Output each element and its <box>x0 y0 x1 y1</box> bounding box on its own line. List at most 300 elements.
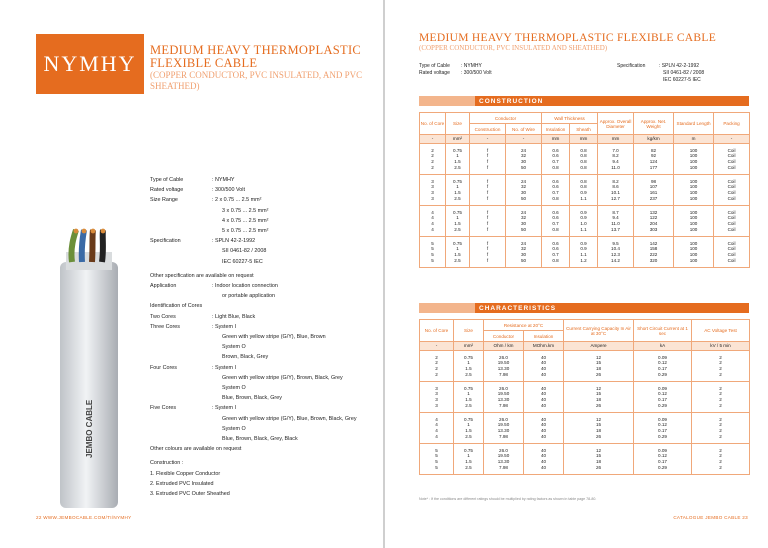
cell-line: 100 <box>689 252 698 257</box>
cell-line: 100 <box>689 240 698 246</box>
spec-value: 3 x 0.75 ... 2.5 mm² <box>222 207 269 214</box>
cell-line: 12.7 <box>611 195 620 201</box>
spec-value: SII 0461-82 / 2008 <box>222 248 267 255</box>
table-cell <box>634 382 692 413</box>
spec-value: : Indoor location connection <box>212 283 278 290</box>
spec-value: Blue, Brown, Black, Grey <box>222 395 282 402</box>
table-cell <box>454 382 484 413</box>
cell-line: 32 <box>520 184 527 190</box>
spec-value: System O <box>222 344 246 351</box>
cell-line: 1.5 <box>465 428 472 433</box>
cell-line: f <box>486 159 489 164</box>
cell-line: 0.12 <box>658 453 667 459</box>
cell-line: 30 <box>520 252 527 257</box>
cell-line: 177 <box>649 164 658 170</box>
table-cell <box>524 413 564 444</box>
table-cell <box>484 413 524 444</box>
table-cell <box>470 175 506 206</box>
construction-body <box>420 135 750 268</box>
construction-heading: Construction : <box>150 460 184 467</box>
unit-cell: kV / 5 min <box>692 342 750 351</box>
col-header: Size <box>446 113 470 135</box>
table-cell <box>692 351 750 382</box>
cell-line: 4 <box>431 209 434 215</box>
cell-line: 24 <box>520 178 527 184</box>
cell-line: 0.9 <box>580 215 587 221</box>
cell-line: 3 <box>435 397 438 402</box>
cell-line: 0.8 <box>552 164 559 170</box>
cell-line: 26 <box>595 402 602 408</box>
cell-line: Coil <box>727 252 736 257</box>
cell-line: 0.75 <box>453 178 462 184</box>
cell-line: 3 <box>431 190 434 195</box>
table-cell <box>674 237 714 268</box>
cell-line: 18 <box>595 428 602 433</box>
cell-line: 2 <box>431 159 434 164</box>
table-cell <box>634 351 692 382</box>
cell-line: 2 <box>719 447 722 453</box>
cell-line: 26.0 <box>499 416 508 422</box>
table-cell <box>692 444 750 475</box>
col-header: Conductor <box>470 113 542 124</box>
table-cell <box>446 237 470 268</box>
cell-line: f <box>486 153 489 159</box>
cell-line: 0.9 <box>580 209 587 215</box>
cell-line: 0.6 <box>552 153 559 159</box>
cell-line: 2.5 <box>465 371 472 377</box>
spec-label: Five Cores <box>150 405 177 412</box>
cell-line: 2 <box>719 354 722 360</box>
cell-line: 32 <box>520 215 527 221</box>
unit-cell: - <box>506 135 542 144</box>
cell-line: 161 <box>649 190 658 195</box>
construction-bar <box>419 96 749 106</box>
table-cell <box>570 237 598 268</box>
table-cell <box>570 206 598 237</box>
cell-line: 100 <box>689 215 698 221</box>
cell-line: Coil <box>727 257 736 263</box>
col-header: Standard Length <box>674 113 714 135</box>
cell-line: 5 <box>431 240 434 246</box>
cell-line: 4 <box>435 433 438 439</box>
cell-line: 30 <box>520 159 527 164</box>
cell-line: 0.6 <box>552 246 559 252</box>
cell-line: 3 <box>435 385 438 391</box>
cell-line: 7.98 <box>499 433 508 439</box>
cell-line: 5 <box>435 464 438 470</box>
cell-line: 15 <box>595 360 602 366</box>
table-row-group <box>420 175 750 206</box>
table-cell <box>420 382 454 413</box>
cell-line: 0.09 <box>658 416 667 422</box>
cell-line: 1.5 <box>465 366 472 371</box>
cell-line: 100 <box>689 257 698 263</box>
spec-value: IEC 60227-5 IEC <box>222 258 263 265</box>
spec-label: Size Range <box>150 197 178 204</box>
cell-line: 7.0 <box>612 147 619 153</box>
col-header: Approx. Net. Weight <box>634 113 674 135</box>
unit-cell: m <box>674 135 714 144</box>
cell-line: 50 <box>520 164 527 170</box>
table-cell <box>542 237 570 268</box>
cell-line: 30 <box>520 190 527 195</box>
cell-line: 237 <box>649 195 658 201</box>
cell-line: 2 <box>719 433 722 439</box>
cell-line: 100 <box>689 164 698 170</box>
spec-value: : SPLN 42-2-1992 <box>212 238 256 245</box>
cell-line: 2 <box>719 391 722 397</box>
meta-left <box>419 63 492 77</box>
cell-line: 2 <box>719 459 722 464</box>
cell-line: 8.2 <box>612 153 619 159</box>
cell-line: 158 <box>649 246 658 252</box>
spec-value: System O <box>222 425 246 432</box>
cell-line: 1.5 <box>465 397 472 402</box>
cell-line: 9.4 <box>612 215 619 221</box>
cell-line: 3 <box>435 402 438 408</box>
spec-value: : System I <box>212 405 236 412</box>
cell-line: 2 <box>719 422 722 428</box>
cell-line: 12 <box>595 447 602 453</box>
cell-line: 0.7 <box>552 190 559 195</box>
unit-cell: mm <box>570 135 598 144</box>
cell-line: 0.17 <box>658 366 667 371</box>
cell-line: 40 <box>540 402 547 408</box>
cell-line: 40 <box>540 453 547 459</box>
table-cell <box>454 413 484 444</box>
col-header: No. of Core <box>420 320 454 342</box>
cell-line: 5 <box>431 246 434 252</box>
cell-line: 0.75 <box>464 354 473 360</box>
unit-cell: - <box>420 135 446 144</box>
unit-cell: kA <box>634 342 692 351</box>
cell-line: Coil <box>727 221 736 226</box>
cell-line: 19.50 <box>497 422 510 428</box>
cell-line: 0.8 <box>552 257 559 263</box>
left-page-title: MEDIUM HEAVY THERMOPLASTIC FLEXIBLE CABLE <box>150 43 362 70</box>
cell-line: Coil <box>727 190 736 195</box>
cell-line: 0.8 <box>580 153 587 159</box>
cell-line: 1 <box>467 360 470 366</box>
spec-value: : 300/500 Volt <box>212 187 245 194</box>
cell-line: f <box>486 221 489 226</box>
spec-value: Blue, Brown, Black, Grey, Black <box>222 436 298 443</box>
cell-line: 142 <box>649 240 658 246</box>
col-header: No. of Wire <box>506 124 542 135</box>
cell-line: 2 <box>719 428 722 433</box>
cell-line: 8.2 <box>612 178 619 184</box>
col-header: Wall Thickness <box>542 113 598 124</box>
cell-line: 100 <box>689 178 698 184</box>
unit-cell: - <box>714 135 750 144</box>
meta-label: Rated voltage <box>419 70 450 76</box>
construction-table <box>419 112 750 268</box>
cell-line: 100 <box>689 153 698 159</box>
col-header: Size <box>454 320 484 342</box>
cell-line: 0.8 <box>580 159 587 164</box>
cell-line: 0.8 <box>580 184 587 190</box>
cell-line: 2 <box>719 371 722 377</box>
cell-line: 100 <box>689 159 698 164</box>
cell-line: 2 <box>435 366 438 371</box>
cell-line: 2.5 <box>465 402 472 408</box>
col-header: Packing <box>714 113 750 135</box>
cell-line: 18 <box>595 459 602 464</box>
construction-heading: CONSTRUCTION <box>479 97 544 105</box>
unit-cell: Ohm / km <box>484 342 524 351</box>
cell-line: 1 <box>467 391 470 397</box>
cell-line: 40 <box>540 459 547 464</box>
col-header: Current Carrying Capacity In Air at 30°C <box>564 320 634 342</box>
unit-cell: - <box>470 135 506 144</box>
table-cell <box>484 351 524 382</box>
table-cell <box>634 144 674 175</box>
cell-line: 2.5 <box>454 195 461 201</box>
cell-line: 13.30 <box>497 459 510 464</box>
cell-line: 4 <box>435 416 438 422</box>
cell-line: Coil <box>727 195 736 201</box>
cell-line: 0.75 <box>453 240 462 246</box>
cell-line: 18 <box>595 397 602 402</box>
unit-cell: kg/km <box>634 135 674 144</box>
table-cell <box>454 351 484 382</box>
table-row-group <box>420 382 750 413</box>
table-cell <box>634 237 674 268</box>
table-cell <box>506 144 542 175</box>
cell-line: 100 <box>689 184 698 190</box>
cell-line: 8.6 <box>612 184 619 190</box>
cell-line: 13.7 <box>611 226 620 232</box>
cell-line: 0.29 <box>658 464 667 470</box>
spec-label: Four Cores <box>150 364 177 371</box>
table-cell <box>714 237 750 268</box>
cell-line: 15 <box>595 391 602 397</box>
cell-line: 2 <box>719 464 722 470</box>
table-cell <box>634 413 692 444</box>
col-header: Short Circuit Current at 1 sec <box>634 320 692 342</box>
table-cell <box>674 175 714 206</box>
cell-line: 0.09 <box>658 385 667 391</box>
cell-line: 0.6 <box>552 178 559 184</box>
cell-line: 50 <box>520 226 527 232</box>
right-page <box>385 0 768 548</box>
spec-value: 4 x 0.75 ... 2.5 mm² <box>222 217 269 224</box>
cell-line: Coil <box>727 153 736 159</box>
cell-line: 2 <box>435 371 438 377</box>
meta-value: : NYMHY <box>461 63 482 69</box>
cell-line: 2.5 <box>454 226 461 232</box>
cell-line: 12.3 <box>611 252 620 257</box>
cell-line: f <box>486 195 489 201</box>
table-cell <box>564 382 634 413</box>
unit-cell: mm² <box>454 342 484 351</box>
table-cell <box>484 382 524 413</box>
cell-line: 2 <box>719 366 722 371</box>
cell-line: 19.50 <box>497 453 510 459</box>
cell-line: f <box>486 147 489 153</box>
cell-line: f <box>486 164 489 170</box>
cell-line: 0.6 <box>552 184 559 190</box>
table-cell <box>564 351 634 382</box>
unit-cell: MOhm.km <box>524 342 564 351</box>
cell-line: 100 <box>689 221 698 226</box>
cell-line: 222 <box>649 252 658 257</box>
col-header: Insulation <box>524 331 564 342</box>
meta-value: : SPLN 42-2-1992 <box>659 63 700 69</box>
cell-line: 0.12 <box>658 360 667 366</box>
spec-label: Two Cores <box>150 313 176 320</box>
characteristics-bar <box>419 303 749 313</box>
table-cell <box>598 237 634 268</box>
cell-line: 107 <box>649 184 658 190</box>
table-row-group <box>420 206 750 237</box>
cell-line: 1 <box>456 184 459 190</box>
col-header: AC Voltage Test <box>692 320 750 342</box>
cell-line: 0.12 <box>658 391 667 397</box>
cell-line: 10.4 <box>611 246 620 252</box>
right-footer: CATALOGUE JEMBO CABLE 23 <box>673 515 748 520</box>
cell-line: 0.7 <box>552 252 559 257</box>
cell-line: 1.5 <box>454 159 461 164</box>
cell-line: 24 <box>520 209 527 215</box>
cell-line: 40 <box>540 360 547 366</box>
brand-box: NYMHY <box>36 34 144 94</box>
cell-line: 2 <box>435 354 438 360</box>
cell-line: 100 <box>689 246 698 252</box>
cell-line: 0.09 <box>658 447 667 453</box>
table-cell <box>420 413 454 444</box>
cell-line: 2.5 <box>465 464 472 470</box>
units-row <box>420 135 750 144</box>
cell-line: 4 <box>431 226 434 232</box>
table-cell <box>598 144 634 175</box>
cell-line: 0.75 <box>453 147 462 153</box>
meta-label: Type of Cable <box>419 63 450 69</box>
cell-line: 24 <box>520 240 527 246</box>
spec-label: Three Cores <box>150 323 180 330</box>
table-cell <box>446 144 470 175</box>
other-colours-note: Other colours are available on request <box>150 446 242 453</box>
cell-line: 8.7 <box>612 209 619 215</box>
cell-line: 0.29 <box>658 433 667 439</box>
cell-line: 0.8 <box>552 195 559 201</box>
table-cell <box>542 144 570 175</box>
table-cell <box>524 382 564 413</box>
cell-line: 0.6 <box>552 240 559 246</box>
cell-line: Coil <box>727 240 736 246</box>
cell-line: 0.29 <box>658 402 667 408</box>
cable-print: JEMBO CABLE <box>85 399 94 458</box>
cell-line: 7.98 <box>499 464 508 470</box>
unit-cell: mm <box>542 135 570 144</box>
cell-line: 11.0 <box>611 164 620 170</box>
spec-value: Brown, Black, Grey <box>222 354 269 361</box>
cell-line: 2 <box>719 397 722 402</box>
cell-line: 26 <box>595 371 602 377</box>
table-cell <box>446 206 470 237</box>
characteristics-heading: CHARACTERISTICS <box>479 304 557 312</box>
cell-line: 7.98 <box>499 371 508 377</box>
table-cell <box>484 444 524 475</box>
identification-heading: Identification of Cores <box>150 303 203 310</box>
cell-line: 0.9 <box>580 190 587 195</box>
cell-line: 40 <box>540 447 547 453</box>
unit-cell: mm <box>598 135 634 144</box>
cell-line: 50 <box>520 195 527 201</box>
table-row-group <box>420 237 750 268</box>
cell-line: 32 <box>520 153 527 159</box>
cell-line: 40 <box>540 366 547 371</box>
cell-line: 40 <box>540 464 547 470</box>
table-cell <box>570 144 598 175</box>
cell-line: 303 <box>649 226 658 232</box>
cell-line: Coil <box>727 226 736 232</box>
cell-line: 7.98 <box>499 402 508 408</box>
table-row-group <box>420 444 750 475</box>
spec-value: System O <box>222 385 246 392</box>
cell-line: 19.50 <box>497 360 510 366</box>
cell-line: 0.6 <box>552 147 559 153</box>
spec-label: Rated voltage <box>150 187 184 194</box>
cell-line: 32 <box>520 246 527 252</box>
col-header: Insulation <box>542 124 570 135</box>
cell-line: f <box>486 252 489 257</box>
right-page-subtitle: (COPPER CONDUCTOR, PVC INSULATED AND SHEATHED) <box>419 44 608 52</box>
cell-line: 122 <box>649 215 658 221</box>
cell-line: Coil <box>727 159 736 164</box>
table-cell <box>470 206 506 237</box>
cell-line: 5 <box>435 453 438 459</box>
cell-line: Coil <box>727 184 736 190</box>
cell-line: f <box>486 215 489 221</box>
cell-line: 9.5 <box>612 240 619 246</box>
cell-line: f <box>486 178 489 184</box>
table-cell <box>634 175 674 206</box>
cell-line: 2 <box>719 360 722 366</box>
table-cell <box>570 175 598 206</box>
cell-line: 40 <box>540 385 547 391</box>
cell-line: 0.17 <box>658 459 667 464</box>
spec-value: 5 x 0.75 ... 2.5 mm² <box>222 228 269 235</box>
cell-line: 12 <box>595 416 602 422</box>
col-header: Construction <box>470 124 506 135</box>
cell-line: 13.30 <box>497 397 510 402</box>
cell-line: 4 <box>431 221 434 226</box>
cell-line: 40 <box>540 391 547 397</box>
meta-value: : 300/500 Volt <box>461 70 492 76</box>
cell-line: 1.1 <box>580 195 587 201</box>
cell-line: 1 <box>456 153 459 159</box>
cell-line: f <box>486 209 489 215</box>
spec-value: Green with yellow stripe (G/Y), Blue, Brown, Black, Grey <box>222 415 357 422</box>
cell-line: 204 <box>649 221 658 226</box>
table-cell <box>714 144 750 175</box>
cell-line: 13.30 <box>497 366 510 371</box>
cell-line: 3 <box>431 195 434 201</box>
cell-line: 100 <box>689 190 698 195</box>
cell-line: 1.2 <box>580 257 587 263</box>
unit-cell: - <box>420 342 454 351</box>
col-header: Resistance at 20°C <box>484 320 564 331</box>
cell-line: 0.9 <box>580 246 587 252</box>
table-cell <box>564 444 634 475</box>
cell-line: 2.5 <box>465 433 472 439</box>
cell-line: 0.17 <box>658 428 667 433</box>
cell-line: 0.75 <box>464 447 473 453</box>
cell-line: 26 <box>595 433 602 439</box>
cell-line: 1 <box>456 215 459 221</box>
cell-line: 2 <box>719 453 722 459</box>
